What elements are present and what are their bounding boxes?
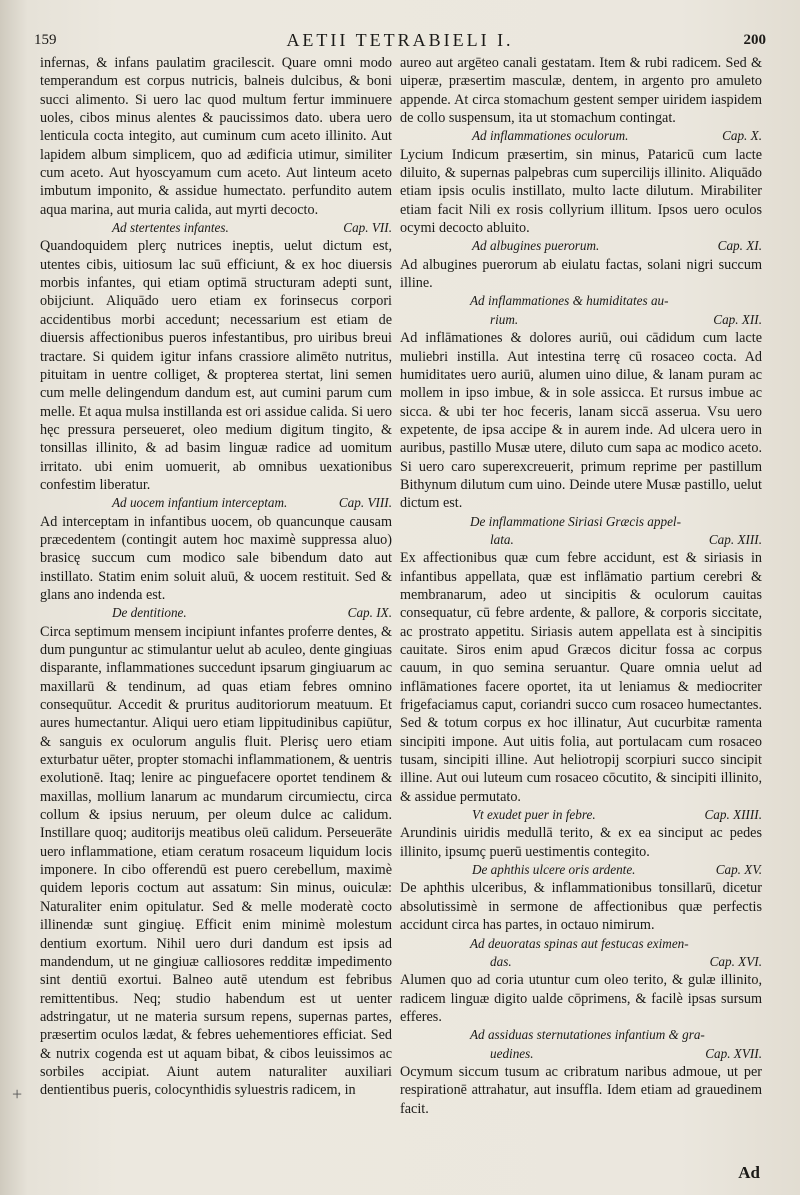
chapter-heading: [400, 513, 762, 550]
paragraph: aureo aut argēteo canali gestatam. Item & rubi radicem. Sed & uiperæ, præsertim masculæ, dentem, in argento pro amuleto appende. At circa stomachum gestent semper uiridem iaspidem de collo suspensum, ita ut stomachum contingat.: [400, 55, 762, 127]
chapter-title-line2: [400, 1045, 762, 1063]
chapter-title-line1: Ad assiduas sternutationes infantium & gra-: [470, 1027, 705, 1043]
chapter-title-continuation: das.: [490, 953, 512, 969]
chapter-heading: [400, 1026, 762, 1063]
chapter-title: Ad uocem infantium interceptam.: [112, 495, 288, 511]
chapter-title-line1: De inflammatione Siriasi Græcis appel-: [470, 513, 681, 529]
chapter-number: Cap. VII.: [343, 220, 392, 236]
paragraph: Quandoquidem plerç nutrices ineptis, uelut dictum est, utentes cibis, uitiosum lac suū efficiunt, & ex hoc diuersis morbis infantes, qui etiam optimā structuram adepti sunt, obijciunt. Aliquādo uero etiam ex forinsecus corpori accidentibus morbi accedunt; necessarium est etiam de diuersis affectionibus pueros infestantibus, pro uiribus breui tractare. Si quidem igitur infans crassiore alimēto nutritus, pituitam in uentre colliget, & propterea stertat, lini semen cum melle delingendum dandum est, aut cumini parum cum melle. Et aqua mulsa instillanda est ori assidue calida. Si uero hęc pressura perseueret, oleo medium digitum tingito, & tonsillas illinito, & ad basim linguæ radice ad uomitum irritato. ubi enim uomuerit, ab omnibus uexationibus confestim liberatur.: [40, 238, 392, 493]
paragraph: Arundinis uiridis medullā terito, & ex ea sinciput ac pedes illinito, ipsumç puerū uestimentis contegito.: [400, 825, 762, 860]
chapter-number: Cap. XIII.: [708, 531, 762, 547]
chapter-title: Ad albugines puerorum.: [472, 238, 600, 254]
chapter-title-line1: Ad inflammationes & humiditates au-: [470, 293, 669, 309]
folio-number-right: 200: [743, 32, 766, 48]
chapter-title-line2: [400, 531, 762, 549]
margin-cross-mark: +: [12, 1084, 23, 1104]
chapter-heading: [400, 127, 762, 145]
chapter-title-line2: [400, 311, 762, 329]
running-title: AETII TETRABIELI I.: [286, 30, 514, 50]
paragraph: Ocymum siccum tusum ac cribratum naribus admoue, ut per respirationē attrahatur, aut insuffla. Idem etiam ad grauedinem facit.: [400, 1063, 762, 1117]
chapter-number: Cap. XVII.: [705, 1045, 762, 1061]
chapter-number: Cap. XI.: [717, 238, 762, 254]
paragraph: Ex affectionibus quæ cum febre accidunt, est & siriasis in infantibus appellata, quæ est inflāmatio partium cerebri & membranarum, adeo ut sincipitis & oculorum cauitas consequatur, cū febre ardente, & pallore, & corporis siccitate, ac prostrato appetitu. Siriasis autem appellata est à sincipitis cauitate. Siros enim apud Græcos dicitur fossa ac corpus cauum, in quo semina seruantur. Quare omnia uelut ad inflāmationes facere oportet, ita ut leniamus & mediocriter frigefaciamus caput, coriandri succo cum rosaceo humectantes. Sed & totum corpus ex hoc illinatur, Aut cucurbitæ ramenta sincipiti impone. Aut uitis folia, aut portulacam cum rosaceo tusam, sincipiti illine. Aut heliotropij scorpiuri succo sincipit illine. Aut oui luteum cum rosaceo cōcutito, & sincipiti illinito, & assidue permutato.: [400, 550, 762, 805]
running-header: [34, 30, 766, 52]
paragraph: Circa septimum mensem incipiunt infantes proferre dentes, & dum punguntur ac stimulantur uelut ab aculeo, dente gingiuas disparante, inflammationes succedunt ipsarum gingiuarum ac maxillarū & tendinum, ad quas etiam febres omnino consequūtur. Accedit & pruritus auditoriorum meatuum. Et aures humectantur. Aliqui uero etiam lippitudinibus capiūtur, & sanguis ex oculorum angulis fluit. Plerisç uero etiam exturbatur uēter, propter stomachi inflammationem, & uentris exolutionē. Itaq; lenire ac pinguefacere oportet tendinem & maxillas, mollium lanarum ac mundarum circumiectu, circa collum & ipsius neruum, per oleum dulce ac calidum. Instillare quoq; auditorijs meatibus oleū calidum. Perseuerāte uero inflammatione, etiam ceratum rosaceum liquidum locis imponere. In cibo offerendū est puero cerebellum, maximè quidem leporis coctum aut assatum: Sin minus, ouiculæ: Naturaliter enim opitulatur. Sed & melle moderatè cocto illinendæ sunt gingiuę. Efficit enim minimè molestum dentium exortum. Nihil uero duri dandum est ipsis ad mandendum, ut ne gingiuæ calliosores redditæ impedimento sint dentiū exortui. Balneo autē utendum est febribus remittentibus. Neq; studio habendum est ut uenter adstringatur, ut ne materia sursum repens, supernas partes, præsertim oculos lædat, & febres uehementiores efficiat. Sed & nutrix cogenda est ut aquam bibat, & cibos leuissimos ac sorbiles accipiat. Aiunt autem naturaliter auxiliari dentientibus pueris, colocynthidis syluestris radicem, in: [40, 623, 392, 1099]
paragraph: Lycium Indicum præsertim, sin minus, Pataricū cum lacte diluito, & supernas palpebras cum supercilijs illinito. Aliquādo etiam ipsis oculis instillato, multo lacte dilutum. Mirabiliter etiam facit Nili ex rosis collyrium illitum. Ipsos uero oculos ocymi decocto abluito.: [400, 146, 762, 237]
chapter-heading: [40, 219, 392, 237]
chapter-heading: [400, 237, 762, 255]
chapter-number: Cap. X.: [722, 128, 762, 144]
paragraph: Alumen quo ad coria utuntur cum oleo terito, & gulæ illinito, radicem linguæ digito ualde cōprimens, & facilè ipsas sursum efferes.: [400, 972, 762, 1025]
chapter-heading: [40, 494, 392, 512]
chapter-heading: [400, 935, 762, 972]
chapter-number: Cap. IX.: [347, 605, 392, 621]
chapter-number: Cap. XIIII.: [704, 807, 762, 823]
chapter-title: Ad stertentes infantes.: [112, 220, 229, 236]
paragraph: infernas, & infans paulatim gracilescit. Quare omni modo temperandum est corpus nutricis, balneis dulcibus, & boni succi alimento. Si uero lac quod multum fertur imminuere uoles, cibos minus alentes & paucissimos dato. ubera uero lenticula cocta integito, aut cuminum cum aceto illinito. Aut lapidem album simplicem, quo ad ædificia utimur, similiter cum aceto. Aut hyoscyamum cum aceto. Aut linteum aceto imbutum imponito, & assidue humectato. perfundito autem aqua marina, aut muria calida, aut myrti decocto.: [40, 55, 392, 218]
chapter-heading: [40, 604, 392, 622]
chapter-title-continuation: rium.: [490, 311, 519, 327]
paragraph: De aphthis ulceribus, & inflammationibus tonsillarū, dicetur absolutissimè in sermone de affectionibus quæ perfectis accidunt circa has partes, in octauo nimirum.: [400, 880, 762, 934]
chapter-heading: [400, 806, 762, 824]
chapter-number: Cap. XV.: [715, 862, 762, 878]
chapter-title-line1: Ad deuoratas spinas aut festucas eximen-: [470, 935, 689, 951]
chapter-number: Cap. VIII.: [338, 495, 392, 511]
chapter-title: De aphthis ulcere oris ardente.: [472, 862, 636, 878]
catchword: Ad: [738, 1163, 760, 1182]
paragraph: Ad inflāmationes & dolores auriū, oui cādidum cum lacte muliebri instilla. Aut intestina terrę cū rosaceo cocta. Ad humiditates uero auriū, alumen uino dilue, & lanam puram ac mollem in ipso imbue, & in sole assicca. Et rursus imbue ac sicca. & ubi ter hoc feceris, lanam siccā asserua. Vsu uero expetente, de ipsa accipe & in aurem inde. Ad ulcera uero in auribus, pastillo Musæ utere, diluto cum sapa ac modico aceto. Si uero caro superexcreuerit, primum reprime per pastillum Bithynum dilutum cum uino. Deinde utere Musæ pastillo, uelut dictum est.: [400, 330, 762, 512]
chapter-title: De dentitione.: [112, 605, 187, 621]
chapter-heading: [400, 861, 762, 879]
paragraph: Ad albugines puerorum ab eiulatu factas, solani nigri succum illine.: [400, 256, 762, 292]
chapter-title-continuation: lata.: [490, 531, 514, 547]
chapter-title: Ad inflammationes oculorum.: [472, 128, 629, 144]
right-text-column: [400, 54, 762, 1118]
chapter-number: Cap. XII.: [713, 311, 762, 327]
folio-number-left: 159: [34, 32, 57, 48]
chapter-heading: [400, 292, 762, 329]
paragraph: Ad interceptam in infantibus uocem, ob quancunque causam præcedentem (contingit autem hoc maximè suppressa aluo) brasicę succum cum modico sale bibendum dato aut instillato. Statim enim soluit aluū, & uocem restituit. Sed & glans ano indenda est.: [40, 513, 392, 603]
chapter-number: Cap. XVI.: [709, 953, 762, 969]
chapter-title-continuation: uedines.: [490, 1045, 534, 1061]
left-text-column: [40, 54, 392, 1100]
chapter-title: Vt exudet puer in febre.: [472, 807, 596, 823]
chapter-title-line2: [400, 953, 762, 971]
